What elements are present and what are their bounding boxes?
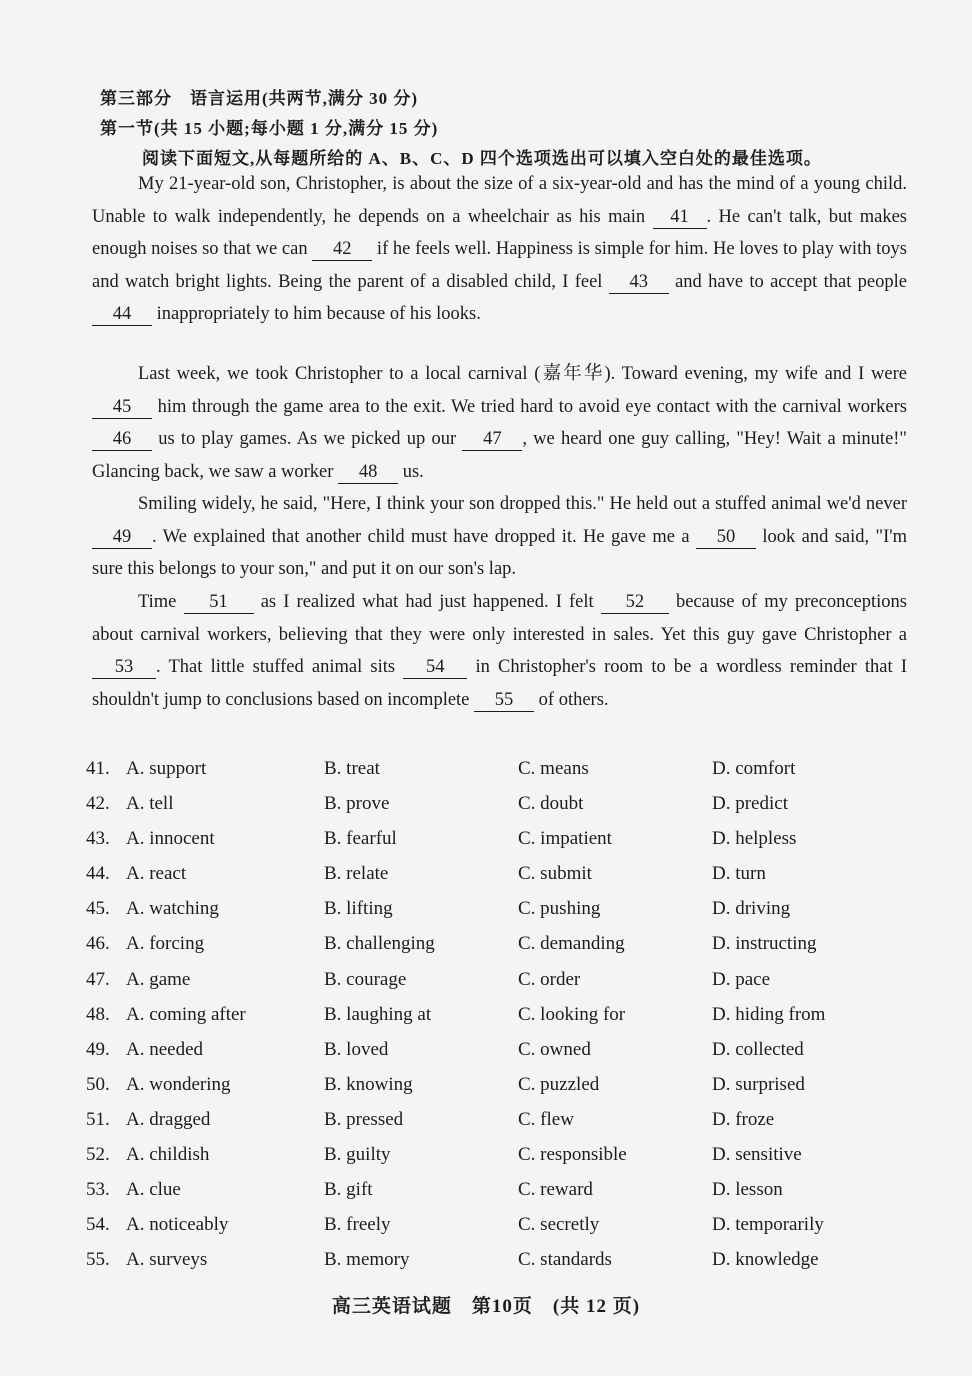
question-number: 55.	[86, 1249, 110, 1271]
option-d: D. temporarily	[712, 1214, 824, 1236]
option-a: A. innocent	[126, 828, 215, 850]
option-a: A. support	[126, 758, 207, 779]
option-c: C. demanding	[518, 933, 625, 955]
option-c: C. flew	[518, 1108, 574, 1130]
question-47	[86, 963, 886, 998]
option-b: B. challenging	[324, 933, 435, 955]
option-b: B. treat	[324, 758, 380, 779]
question-45	[86, 892, 886, 927]
option-c: C. impatient	[518, 828, 612, 850]
option-c: C. reward	[518, 1179, 593, 1201]
section-title: 第一节(共 15 小题;每小题 1 分,满分 15 分)	[100, 119, 439, 138]
blank-50: 50	[696, 526, 756, 549]
option-a: A. coming after	[126, 1003, 246, 1025]
option-d: D. froze	[712, 1108, 775, 1130]
option-d: D. sensitive	[712, 1144, 802, 1166]
option-d: D. comfort	[712, 758, 796, 779]
question-number: 49.	[86, 1038, 110, 1060]
option-b: B. laughing at	[324, 1003, 432, 1025]
option-c: C. standards	[518, 1249, 612, 1271]
option-b: B. lifting	[324, 898, 393, 920]
question-44	[86, 857, 886, 892]
option-a: A. wondering	[126, 1073, 231, 1095]
option-c: C. looking for	[518, 1003, 626, 1025]
option-c: C. responsible	[518, 1144, 627, 1166]
question-number: 44.	[86, 863, 110, 885]
question-41	[86, 752, 886, 787]
question-49	[86, 1033, 886, 1068]
blank-52: 52	[601, 591, 669, 614]
blank-45: 45	[92, 396, 152, 419]
option-c: C. secretly	[518, 1214, 600, 1236]
option-a: A. childish	[126, 1144, 210, 1166]
question-54	[86, 1208, 886, 1243]
blank-42: 42	[312, 238, 372, 261]
page-footer: 高三英语试题 第10页 (共 12 页)	[331, 1296, 641, 1317]
question-50	[86, 1068, 886, 1103]
option-c: C. submit	[518, 863, 592, 885]
question-number: 53.	[86, 1179, 110, 1201]
option-d: D. pace	[712, 968, 771, 990]
question-number: 41.	[86, 758, 110, 779]
option-d: D. lesson	[712, 1179, 783, 1201]
passage-paragraph-4: Time 51 as I realized what had just happened. I felt 52 because of my preconceptions about carnival workers, believing that they were only interested in sales. Yet this guy gave Christopher a 53 . That little stuffed animal sits 54 in Christopher's room to be a wordless reminder that I shouldn't jump to conclusions based on incomplete 55 of others.	[92, 592, 907, 710]
option-b: B. gift	[324, 1179, 373, 1201]
option-b: B. loved	[324, 1038, 389, 1060]
option-a: A. forcing	[126, 933, 205, 955]
option-c: C. means	[518, 758, 589, 779]
question-43	[86, 822, 886, 857]
option-b: B. relate	[324, 863, 389, 885]
option-a: A. needed	[126, 1038, 204, 1060]
option-b: B. memory	[324, 1249, 410, 1271]
option-b: B. freely	[324, 1214, 391, 1236]
passage-paragraph-3: Smiling widely, he said, "Here, I think your son dropped this." He held out a stuffed animal we'd never 49 . We explained that another child must have dropped it. He gave me a 50 look and said, "I'm sure this belongs to your son," and put it on our son's lap.	[92, 494, 907, 580]
question-number: 47.	[86, 968, 110, 990]
option-a: A. noticeably	[126, 1214, 229, 1236]
option-d: D. turn	[712, 863, 766, 885]
question-46	[86, 927, 886, 962]
blank-49: 49	[92, 526, 152, 549]
blank-51: 51	[184, 591, 254, 614]
question-51	[86, 1103, 886, 1138]
blank-43: 43	[609, 271, 669, 294]
blank-47: 47	[462, 428, 522, 451]
option-c: C. order	[518, 968, 581, 990]
question-number: 51.	[86, 1108, 110, 1130]
option-d: D. collected	[712, 1038, 804, 1060]
blank-53: 53	[92, 656, 156, 679]
option-d: D. knowledge	[712, 1249, 819, 1271]
question-number: 45.	[86, 898, 110, 920]
option-b: B. knowing	[324, 1073, 413, 1095]
question-53	[86, 1173, 886, 1208]
question-number: 50.	[86, 1073, 110, 1095]
option-a: A. game	[126, 968, 191, 990]
option-c: C. pushing	[518, 898, 601, 920]
option-c: C. puzzled	[518, 1073, 600, 1095]
blank-41: 41	[653, 206, 707, 229]
blank-44: 44	[92, 303, 152, 326]
option-c: C. doubt	[518, 793, 584, 815]
option-a: A. clue	[126, 1179, 181, 1201]
blank-55: 55	[474, 689, 534, 712]
option-b: B. guilty	[324, 1144, 391, 1166]
question-52	[86, 1138, 886, 1173]
option-d: D. instructing	[712, 933, 817, 955]
option-a: A. tell	[126, 793, 174, 815]
option-d: D. hiding from	[712, 1003, 826, 1025]
option-d: D. predict	[712, 793, 788, 815]
question-number: 43.	[86, 828, 110, 850]
option-a: A. dragged	[126, 1108, 211, 1130]
blank-46: 46	[92, 428, 152, 451]
option-a: A. watching	[126, 898, 219, 920]
question-42	[86, 787, 886, 822]
option-c: C. owned	[518, 1038, 591, 1060]
passage-paragraph-1: My 21-year-old son, Christopher, is about the size of a six-year-old and has the mind of a young child. Unable to walk independently, he depends on a wheelchair as his main 41 . He can't talk, but makes enough noises so that we can 42 if he feels well. Happiness is simple for him. He loves to play with toys and watch bright lights. Being the parent of a disabled child, I feel 43 and have to accept that people 44 inappropriately to him because of his looks.	[92, 174, 908, 325]
option-b: B. pressed	[324, 1108, 404, 1130]
option-d: D. helpless	[712, 828, 797, 850]
option-a: A. react	[126, 863, 187, 885]
option-b: B. fearful	[324, 828, 397, 850]
question-number: 46.	[86, 933, 110, 955]
answer-options	[86, 752, 886, 1278]
question-number: 48.	[86, 1003, 110, 1025]
question-55	[86, 1243, 886, 1278]
blank-48: 48	[338, 461, 398, 484]
instructions: 阅读下面短文,从每题所给的 A、B、C、D 四个选项选出可以填入空白处的最佳选项。	[142, 149, 822, 168]
part-title: 第三部分 语言运用(共两节,满分 30 分)	[100, 89, 419, 108]
option-b: B. prove	[324, 793, 390, 815]
question-48	[86, 998, 886, 1033]
blank-54: 54	[403, 656, 467, 679]
option-d: D. surprised	[712, 1073, 805, 1095]
passage-paragraph-2: Last week, we took Christopher to a local carnival (嘉年华). Toward evening, my wife and I were 45 him through the game area to the exit. We tried hard to avoid eye contact with the carnival workers 46 us to play games. As we picked up our 47 , we heard one guy calling, "Hey! Wait a minute!" Glancing back, we saw a worker 48 us.	[92, 364, 907, 482]
question-number: 42.	[86, 793, 110, 815]
option-a: A. surveys	[126, 1249, 208, 1271]
question-number: 54.	[86, 1214, 110, 1236]
option-d: D. driving	[712, 898, 791, 920]
option-b: B. courage	[324, 968, 407, 990]
question-number: 52.	[86, 1144, 110, 1166]
